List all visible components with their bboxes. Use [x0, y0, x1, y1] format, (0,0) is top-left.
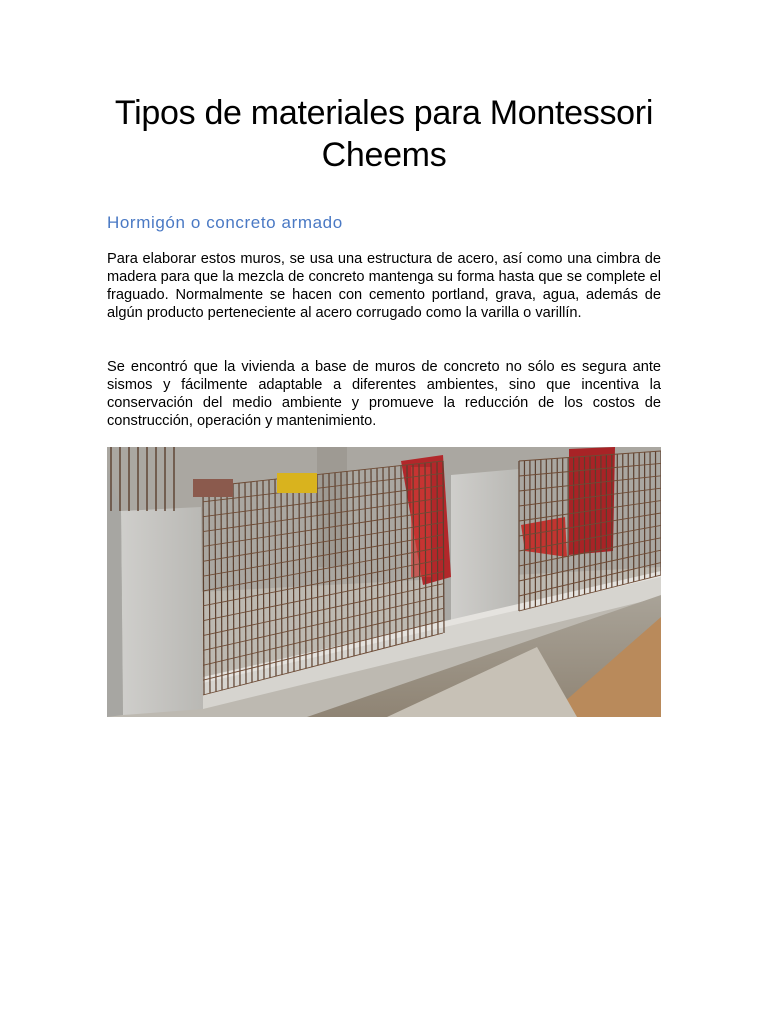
section-heading: Hormigón o concreto armado [107, 213, 343, 232]
yellow-pallet [277, 473, 317, 493]
paragraph-2: Se encontró que la vivienda a base de muros de concreto no sólo es segura ante sismos y fácilmente adaptable a diferentes ambientes, sino que incentiva la conservación del medio ambiente y promueve la reducción de los costos de construcción, operación y mantenimiento. [107, 359, 661, 429]
back-column [317, 447, 347, 567]
stacked-blocks [193, 479, 233, 497]
concrete-column-left [121, 507, 203, 715]
paragraph-1: Para elaborar estos muros, se usa una estructura de acero, así como una cimbra de madera para que la mezcla de concreto mantenga su forma hasta que se complete el fraguado. Normalmente se hacen con cemento portland, grava, agua, además de algún producto perteneciente al acero corrugado como la varilla o varillín. [107, 251, 661, 321]
page-title: Tipos de materiales para Montessori Cheems [114, 94, 654, 174]
construction-photo [107, 447, 661, 717]
red-formwork-right [569, 447, 615, 555]
